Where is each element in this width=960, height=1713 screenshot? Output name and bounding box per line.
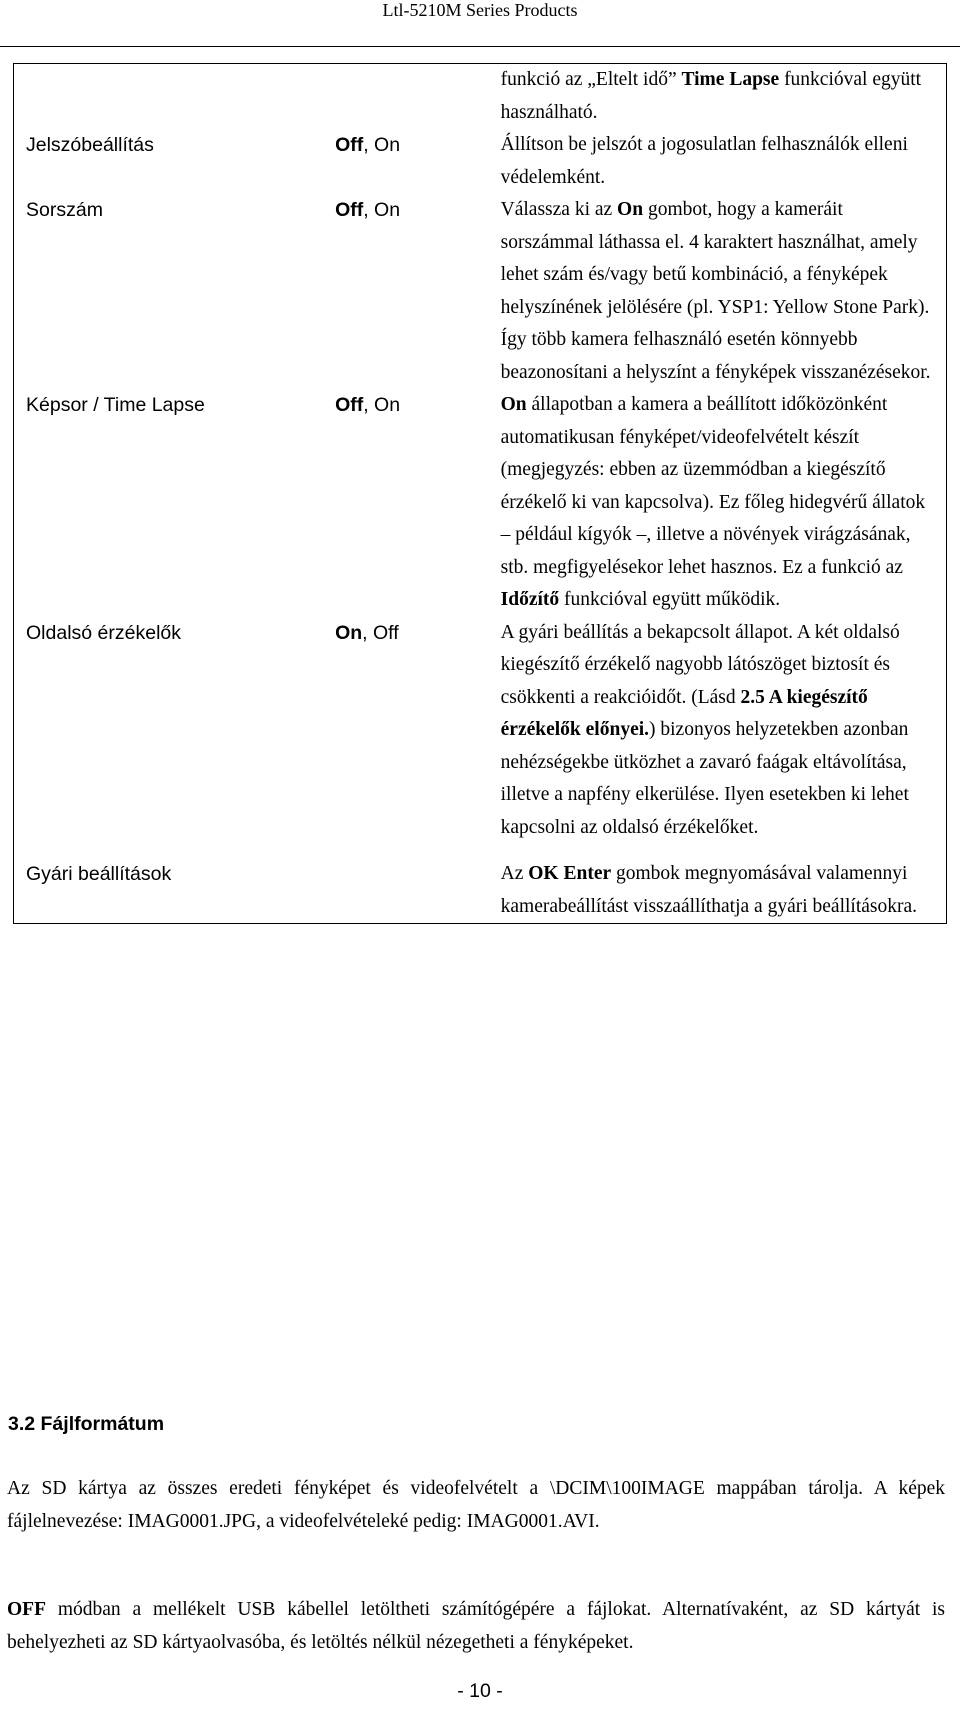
page-header xyxy=(0,0,960,47)
setting-options xyxy=(333,617,501,845)
table-row xyxy=(14,389,947,617)
setting-name: Sorszám xyxy=(26,199,103,221)
table-row xyxy=(14,617,947,845)
text-run: Válassza ki az xyxy=(500,199,618,220)
settings-table xyxy=(13,63,947,924)
text-run: , On xyxy=(363,199,401,221)
paragraph-usb-download xyxy=(7,1593,945,1659)
header-rule xyxy=(0,46,960,47)
table-row xyxy=(14,194,947,389)
text-run: funkcióval együtt használható. xyxy=(500,69,922,123)
setting-description xyxy=(501,129,947,194)
setting-description xyxy=(501,194,947,389)
setting-name: Oldalsó érzékelők xyxy=(26,621,181,644)
setting-name: Jelszóbeállítás xyxy=(26,134,154,156)
setting-options xyxy=(333,129,501,194)
text-run: gombok megnyomásával valamennyi kamerabeállítást visszaállíthatja a gyári beállításokra. xyxy=(500,863,918,917)
setting-options xyxy=(333,858,501,924)
table-row xyxy=(14,64,947,130)
table-row xyxy=(14,858,947,924)
text-run: On xyxy=(335,621,363,644)
section-heading: 3.2 Fájlformátum xyxy=(8,1413,165,1435)
text-run: , On xyxy=(363,394,401,416)
text-run: Off xyxy=(335,394,364,416)
setting-description xyxy=(501,617,947,845)
setting-description xyxy=(501,389,947,617)
settings-table-body xyxy=(14,64,947,924)
text-run: , Off xyxy=(362,621,399,644)
text-run: A gyári beállítás a bekapcsolt állapot. A két oldalsó kiegészítő érzékelő nagyobb látószöget biztosít és csökkenti a reakcióidőt. (Lásd xyxy=(500,621,900,708)
setting-name: Képsor / Time Lapse xyxy=(26,394,205,416)
text-run: funkcióval együtt működik. xyxy=(559,589,781,610)
setting-name xyxy=(14,64,334,130)
text-run: Az xyxy=(500,863,529,884)
setting-name: Gyári beállítások xyxy=(26,863,172,885)
text-run: módban a mellékelt USB kábellel letöltheti számítógépére a fájlokat. Alternatívaként, az SD kártyát is behelyezheti az SD kártyaolvasóba, és letöltés nélkül nézegetheti a fényképeket. xyxy=(7,1599,945,1653)
text-run: Off xyxy=(335,199,364,221)
text-run: funkció az „Eltelt idő” xyxy=(500,69,682,90)
text-run: állapotban a kamera a beállított időközönként automatikusan fényképet/videofelvételt készít (megjegyzés: ebben az üzemmódban a kiegészítő érzékelő ki van kapcsolva). Ez főleg hidegvérű állatok – például kígyók –, illetve a növények virágzásának, stb. megfigyelésekor lehet hasznos. Ez a funkció az xyxy=(500,394,926,578)
setting-options xyxy=(333,64,501,130)
text-run: OK Enter xyxy=(528,863,612,884)
text-run: gombot, hogy a kameráit sorszámmal láthassa el. 4 karaktert használhat, amely lehet szám és/vagy betű kombináció, a fényképek helyszínének jelölésére (pl. YSP1: Yellow Stone Park). Így több kamera felhasználó esetén könnyebb beazonosítani a helyszínt a fényképek visszanézésekor. xyxy=(500,199,931,383)
setting-description xyxy=(501,858,947,924)
paragraph-sd-card xyxy=(7,1472,945,1538)
setting-options xyxy=(333,194,501,389)
text-run: OFF xyxy=(7,1599,46,1620)
text-run: On xyxy=(617,199,644,220)
text-run: Időzítő xyxy=(500,589,560,610)
table-row xyxy=(14,129,947,194)
text-run: Off xyxy=(335,134,364,156)
text-run: ) bizonyos helyzetekben azonban nehézségekbe ütközhet a zavaró faágak eltávolítása, illetve a napfény elkerülése. Ilyen esetekben ki lehet kapcsolni az oldalsó érzékelőket. xyxy=(500,719,909,838)
text-run: Time Lapse xyxy=(681,69,780,90)
row-spacer-cell xyxy=(14,844,947,858)
text-run: , On xyxy=(363,134,401,156)
text-run: Az SD kártya az összes eredeti fényképet és videofelvételt a \DCIM\100IMAGE mappában tárolja. A képek fájlelnevezése: IMAG0001.JPG, a videofelvételeké pedig: IMAG0001.AVI. xyxy=(7,1478,945,1532)
text-run: Állítson be jelszót a jogosulatlan felhasználók elleni védelemként. xyxy=(500,134,908,188)
setting-description xyxy=(501,64,947,130)
text-run: On xyxy=(500,394,527,415)
header-title: Ltl-5210M Series Products xyxy=(382,0,578,20)
setting-options xyxy=(333,389,501,617)
page-number: - 10 - xyxy=(457,1680,503,1702)
row-spacer xyxy=(14,844,947,858)
text-run: 2.5 A kiegészítő érzékelők előnyei. xyxy=(500,686,868,740)
